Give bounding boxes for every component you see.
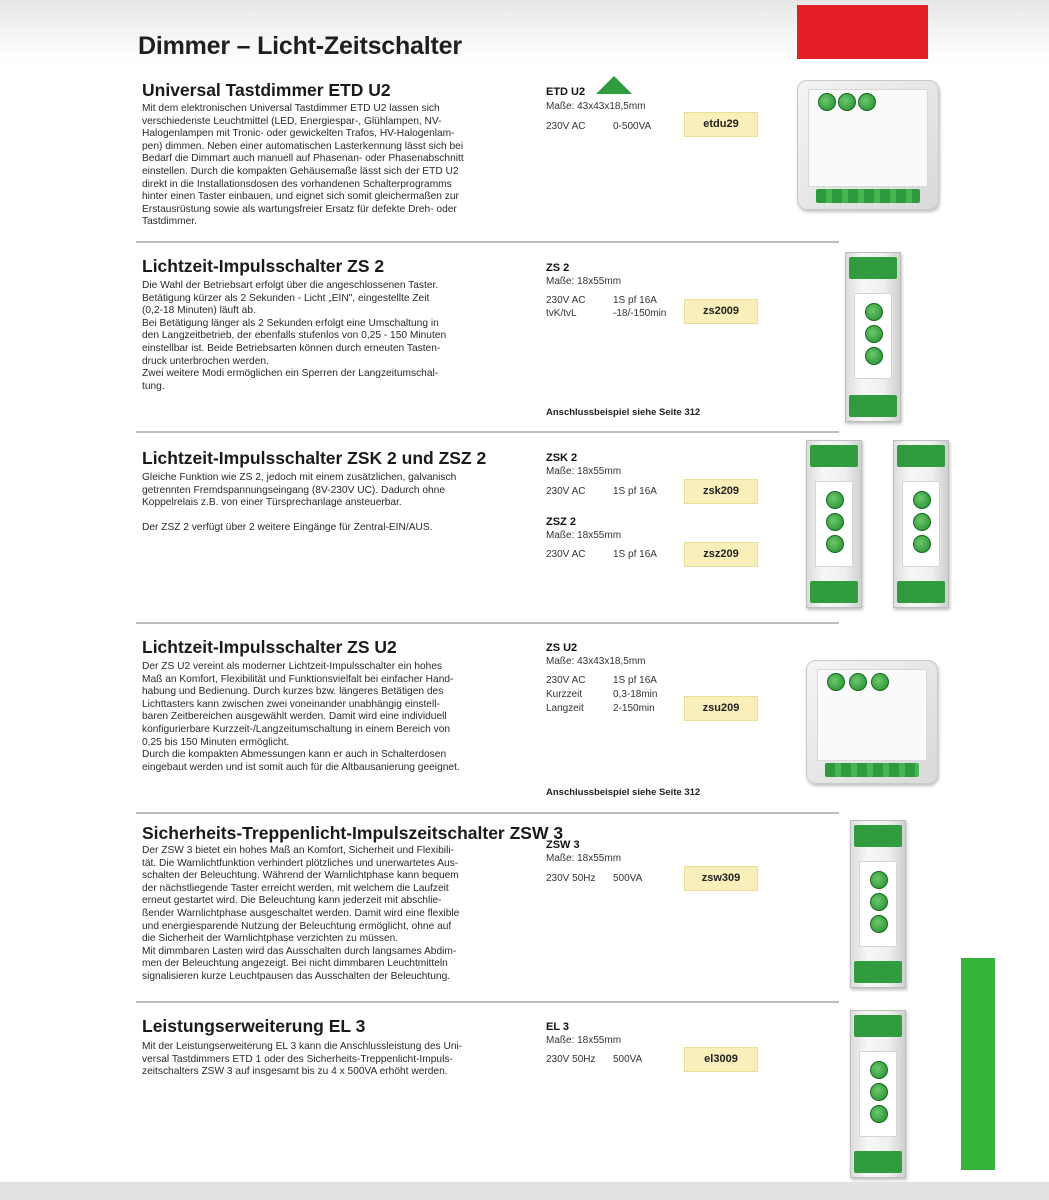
article-number: zsw309	[684, 866, 758, 891]
article-number: el3009	[684, 1047, 758, 1072]
zs-u2-device-image	[806, 660, 938, 784]
footer-band	[0, 1182, 1049, 1200]
section-title-zsw-3: Sicherheits-Treppenlicht-Impulszeitschalter ZSW 3	[142, 823, 564, 843]
spec-value: 500VA	[613, 873, 643, 884]
article-number: zs2009	[684, 299, 758, 324]
section-divider	[136, 241, 839, 243]
etd-u2-device-image	[797, 80, 939, 210]
el-3-device-image	[850, 1010, 906, 1178]
article-number: zsk209	[684, 479, 758, 504]
spec-label: Kurzzeit	[546, 689, 583, 700]
section-text-etd-u2: Mit dem elektronischen Universal Tastdimmer ETD U2 lassen sich verschiedenste Leuchtmittel (LED, Energiespar-, Glühlampen, NV- Halogenlampen mit Tronic- oder gewickelten Trafos, HV-Halogenlam- pen) dimmen. Neben einer automatischen Lasterkennung lässt sich bei Bedarf die Dimmart auch manuell auf Phasenan- oder Phasenabschnitt einstellen. Durch die kompakten Gehäusemaße lässt sich der ETD U2 direkt in die Installationsdosen des vorhandenen Schalterprogramms hinter einen Taster einbauen, und eignet sich somit gleichermaßen zur Erstausrüstung sowie als wartungsfreier Ersatz für defekte Dreh- oder Tastdimmer.	[142, 103, 464, 228]
spec-label: 230V AC	[546, 121, 586, 132]
spec-label: Langzeit	[546, 703, 584, 714]
spec-code: ZSK 2	[546, 452, 578, 464]
section-text-zsw-3: Der ZSW 3 bietet ein hohes Maß an Komfort, Sicherheit und Flexibili- tät. Die Warnlichtfunktion verhindert plötzliches und unerwartetes Aus- schalten der Beleuchtung. Während der Warnlichtphase kann bequem der nächstliegende Taster erreicht werden, mit welchem die Laufzeit erneut gestartet wird. Die Beleuchtung kann jederzeit mit abschlie- ßender Warnlichtphase ausgeschaltet werden. Damit wird eine flexible und energiesparende Nutzung der Beleuchtung ermöglicht, ohne auf die Sicherheit der Warnlichtphase verzichten zu müssen. Mit dimmbaren Lasten wird das Ausschalten durch langsames Abdim- men der Beleuchtung angezeigt. Bei nicht dimmbaren Leuchtmitteln signalisieren kurze Leuchtpausen das Ausschalten der Beleuchtung.	[142, 845, 460, 982]
section-divider	[136, 812, 839, 814]
section-text-zs-2: Die Wahl der Betriebsart erfolgt über die angeschlossenen Taster. Betätigung kürzer als 2 Sekunden - Licht „EIN", eingestellte Zeit (0,2-18 Minuten) läuft ab. Bei Betätigung länger als 2 Sekunden erfolgt eine Umschaltung in den Langzeitbetrieb, der ebenfalls stufenlos von 0,25 - 150 Minuten einstellbar ist. Beide Betriebsarten können durch erneuten Tasten- druck unterbrochen werden. Zwei weitere Modi ermöglichen ein Sperren der Langzeitumschal- tung.	[142, 280, 447, 392]
spec-code: ZS 2	[546, 262, 570, 274]
zsw-3-device-image	[850, 820, 906, 988]
article-number: zsu209	[684, 696, 758, 721]
section-divider	[136, 431, 839, 433]
zs-2-device-image	[845, 252, 901, 422]
spec-label: 230V AC	[546, 549, 586, 560]
spec-dims: Maße: 18x55mm	[546, 276, 622, 287]
spec-value: 2-150min	[613, 703, 655, 714]
spec-label: 230V AC	[546, 675, 586, 686]
zsz-2-device-image	[893, 440, 949, 608]
section-text-zs-u2: Der ZS U2 vereint als moderner Lichtzeit-Impulsschalter ein hohes Maß an Komfort, Flexibilität und Funktionsvielfalt bei einfacher Hand- habung und Bedienung. Durch kurzes bzw. längeres Betätigen des Lichttasters kann zwischen zwei voneinander unabhängig einstell- baren Zeitbereichen ausgewählt werden. Damit wird eine individuell konfigurierbare Kurzzeit-/Langzeitumschaltung in einem Bereich von 0,25 bis 150 Minuten ermöglicht. Durch die kompakten Abmessungen kann er auch in Schalterdosen eingebaut werden und ist somit auch für die Altbausanierung geeignet.	[142, 661, 460, 773]
spec-label: 230V 50Hz	[546, 1054, 596, 1065]
section-text-zsk-2-zsz-2: Gleiche Funktion wie ZS 2, jedoch mit einem zusätzlichen, galvanisch getrennten Fremdspannungseingang (8V-230V UC). Dadurch ohne Koppelrelais z.B. von einer Türsprechanlage ansteuerbar. Der ZSZ 2 verfügt über 2 weitere Eingänge für Zentral-EIN/AUS.	[142, 472, 457, 534]
spec-dims: Maße: 18x55mm	[546, 1035, 622, 1046]
spec-code: ZSW 3	[546, 839, 580, 851]
spec-dims: Maße: 43x43x18,5mm	[546, 656, 646, 667]
section-divider	[136, 622, 839, 624]
spec-code: EL 3	[546, 1021, 570, 1033]
spec-dims: Maße: 18x55mm	[546, 530, 622, 541]
section-title-etd-u2: Universal Tastdimmer ETD U2	[142, 80, 391, 100]
spec-value: 1S pf 16A	[613, 675, 657, 686]
spec-code: ZS U2	[546, 642, 578, 654]
spec-dims: Maße: 43x43x18,5mm	[546, 101, 646, 112]
section-divider	[136, 1001, 839, 1003]
spec-label: 230V AC	[546, 486, 586, 497]
spec-code: ZSZ 2	[546, 516, 576, 528]
zsk-2-device-image	[806, 440, 862, 608]
section-title-zsk-2-zsz-2: Lichtzeit-Impulsschalter ZSK 2 und ZSZ 2	[142, 448, 487, 468]
spec-dims: Maße: 18x55mm	[546, 466, 622, 477]
spec-value: 1S pf 16A	[613, 295, 657, 306]
connection-reference: Anschlussbeispiel siehe Seite 312	[546, 407, 701, 418]
spec-code: ETD U2	[546, 86, 586, 98]
spec-value: 1S pf 16A	[613, 486, 657, 497]
spec-value: 0,3-18min	[613, 689, 658, 700]
spec-dims: Maße: 18x55mm	[546, 853, 622, 864]
spec-label: 230V AC	[546, 295, 586, 306]
red-accent-block	[797, 5, 928, 59]
article-number: etdu29	[684, 112, 758, 137]
section-title-zs-2: Lichtzeit-Impulsschalter ZS 2	[142, 256, 385, 276]
spec-value: 0-500VA	[613, 121, 652, 132]
green-accent-bar	[961, 958, 995, 1170]
page-title: Dimmer – Licht-Zeitschalter	[138, 32, 462, 60]
section-title-el-3: Leistungserweiterung EL 3	[142, 1016, 366, 1036]
section-text-el-3: Mit der Leistungserweiterung EL 3 kann die Anschlussleistung des Uni- versal Tastdimmers ETD 1 oder des Sicherheits-Treppenlicht-Impuls- zeitschalters ZSW 3 auf insgesamt bis zu 4 x 500VA erhöht werden.	[142, 1041, 463, 1078]
section-title-zs-u2: Lichtzeit-Impulsschalter ZS U2	[142, 637, 397, 657]
spec-value: 500VA	[613, 1054, 643, 1065]
article-number: zsz209	[684, 542, 758, 567]
spec-value: -18/-150min	[613, 308, 667, 319]
spec-value: 1S pf 16A	[613, 549, 657, 560]
led-esl-triangle-icon	[596, 76, 632, 94]
spec-label: tvK/tvL	[546, 308, 577, 319]
spec-label: 230V 50Hz	[546, 873, 596, 884]
connection-reference: Anschlussbeispiel siehe Seite 312	[546, 787, 701, 798]
